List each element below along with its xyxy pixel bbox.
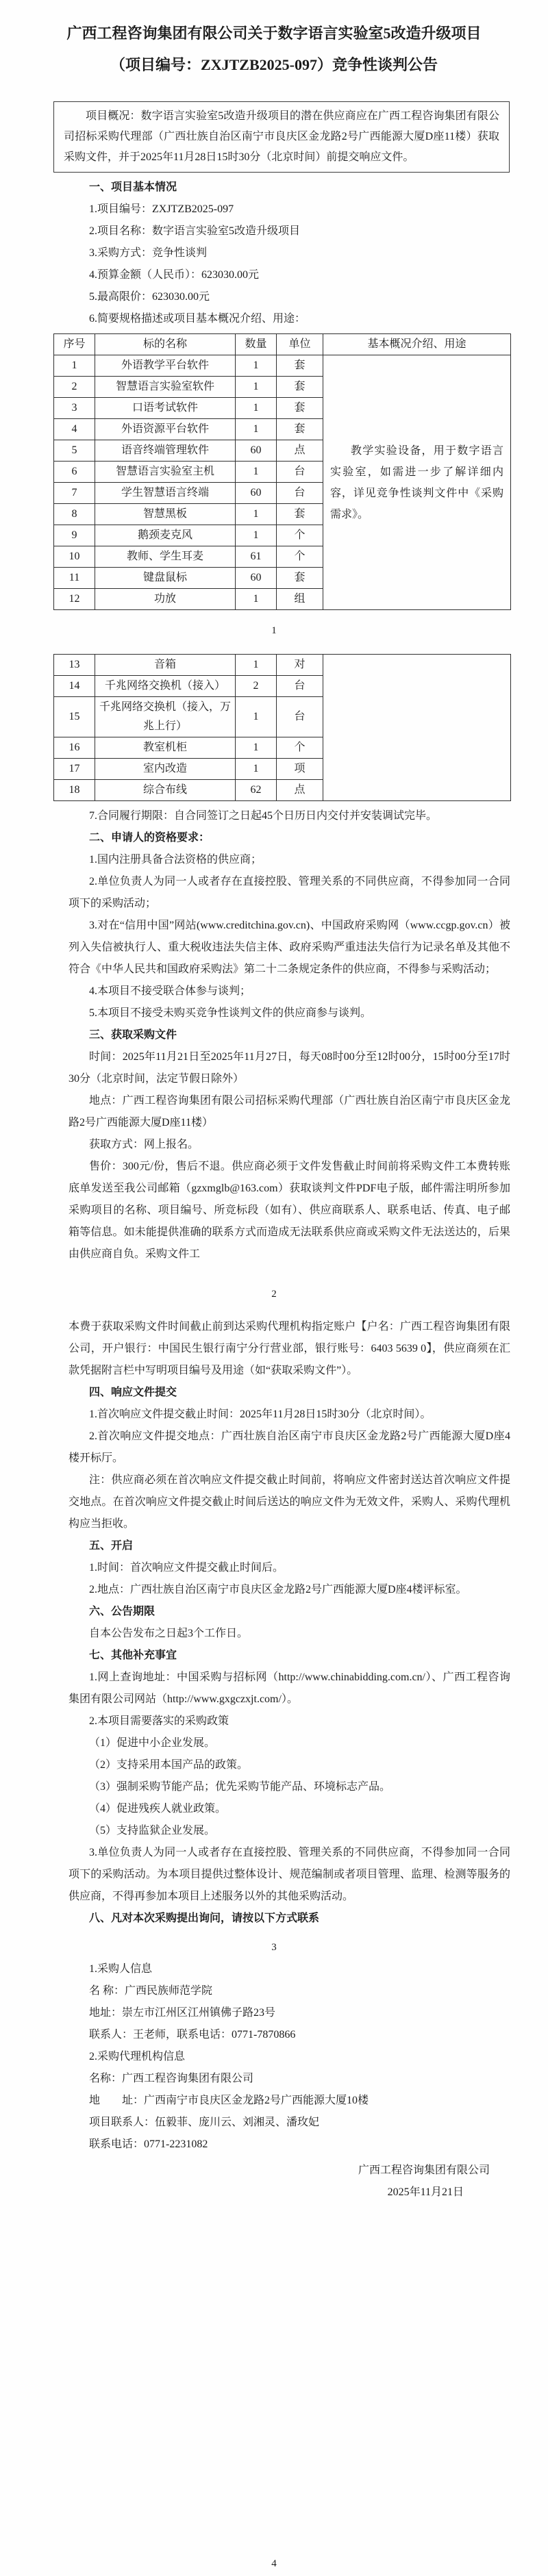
cell-qty: 1 (236, 355, 277, 377)
buyer-info-heading: 1.采购人信息 (89, 1963, 153, 1975)
s1-item-4: 4.预算金额（人民币）：623030.00元 (89, 269, 260, 281)
cell-qty: 2 (236, 676, 277, 697)
cell-name: 键盘鼠标 (95, 568, 236, 589)
buyer-contact: 联系人：王老师，联系电话：0771-7870866 (89, 2029, 296, 2041)
cell-qty: 1 (236, 377, 277, 398)
s1-item-7: 7.合同履行期限：自合同签订之日起45个日历日内交付并安装调试完毕。 (89, 810, 438, 822)
cell-unit: 套 (277, 419, 323, 440)
cell-unit: 台 (277, 462, 323, 483)
cell-qty: 61 (236, 546, 277, 568)
cell-name: 千兆网络交换机（接入） (95, 676, 236, 697)
items-table-part2 (53, 654, 511, 801)
page-number-3: 3 (271, 1942, 277, 1953)
cell-name: 鹅颈麦克风 (95, 525, 236, 546)
cell-no: 18 (54, 780, 95, 801)
s2-item-4: 4.本项目不接受联合体参与谈判； (89, 985, 251, 997)
cell-qty: 1 (236, 759, 277, 780)
cell-no: 4 (54, 419, 95, 440)
cell-no: 14 (54, 676, 95, 697)
page-number-4: 4 (271, 2558, 277, 2569)
cell-no: 12 (54, 589, 95, 610)
buyer-name: 名 称：广西民族师范学院 (89, 1985, 213, 1997)
cell-unit: 个 (277, 525, 323, 546)
doc-title-line1: 广西工程咨询集团有限公司关于数字语言实验室5改造升级项目 (66, 25, 482, 42)
section-7-heading: 七、其他补充事宜 (89, 1650, 177, 1661)
section-6-heading: 六、公告期限 (89, 1606, 155, 1617)
section-3-heading: 三、获取采购文件 (89, 1029, 177, 1041)
cell-unit: 对 (277, 655, 323, 676)
cell-qty: 60 (236, 568, 277, 589)
cell-name: 功放 (95, 589, 236, 610)
s7-policy-4: （4）促进残疾人就业政策。 (89, 1803, 227, 1815)
s5-item-1: 1.时间：首次响应文件提交截止时间后。 (89, 1562, 284, 1574)
cell-unit: 套 (277, 355, 323, 377)
col-header-desc: 基本概况介绍、用途 (323, 334, 511, 355)
cell-no: 6 (54, 462, 95, 483)
cell-qty: 62 (236, 780, 277, 801)
table-row (54, 655, 511, 676)
s4-item-1: 1.首次响应文件提交截止时间：2025年11月28日15时30分（北京时间）。 (89, 1409, 432, 1420)
s3-price-part1: 售价：300元/份，售后不退。供应商必须于文件发售截止时间前将采购文件工本费转账底单发送至我公司邮箱（gzxmglb@163.com）获取谈判文件PDF电子版，邮件需注明所参加采购项目的名称、项目编号、所竞标段（如有）、供应商联系人、联系电话、传真、电子邮箱等信息。如未能提供准确的联系方式而造成无法联系供应商或采购文件无法送达的，后果由供应商自负。采购文件工 (68, 1161, 510, 1260)
page-number-2: 2 (271, 1289, 277, 1300)
cell-unit: 点 (277, 780, 323, 801)
cell-name: 教师、学生耳麦 (95, 546, 236, 568)
s4-item-2: 2.首次响应文件提交地点：广西壮族自治区南宁市良庆区金龙路2号广西能源大厦D座4楼开标厅。 (68, 1430, 510, 1464)
project-overview-text: 项目概况：数字语言实验室5改造升级项目的潜在供应商应在广西工程咨询集团有限公司招标采购代理部（广西壮族自治区南宁市良庆区金龙路2号广西能源大厦D座11楼）获取采购文件，并于2025年11月28日15时30分（北京时间）前提交响应文件。 (64, 110, 499, 163)
cell-qty: 1 (236, 589, 277, 610)
s1-item-2: 2.项目名称：数字语言实验室5改造升级项目 (89, 225, 301, 237)
agent-info-heading: 2.采购代理机构信息 (89, 2051, 186, 2062)
agent-address: 地 址：广西南宁市良庆区金龙路2号广西能源大厦10楼 (89, 2095, 369, 2106)
s2-item-1: 1.国内注册具备合法资格的供应商； (89, 854, 262, 866)
agent-name: 名称：广西工程咨询集团有限公司 (89, 2073, 254, 2084)
s1-item-5: 5.最高限价：623030.00元 (89, 291, 210, 303)
s1-item-1: 1.项目编号：ZXJTZB2025-097 (89, 203, 234, 215)
agent-contact: 项目联系人：伍毅菲、庞川云、刘湘灵、潘玫妃 (89, 2117, 320, 2128)
merged-desc-cell-empty (323, 655, 511, 801)
section-4-heading: 四、响应文件提交 (89, 1387, 177, 1398)
s2-item-5: 5.本项目不接受未购买竞争性谈判文件的供应商参与谈判。 (89, 1007, 372, 1019)
s3-time: 时间：2025年11月21日至2025年11月27日，每天08时00分至12时00分，15时00分至17时30分（北京时间，法定节假日除外） (68, 1051, 510, 1085)
signature-company: 广西工程咨询集团有限公司 (358, 2164, 490, 2176)
cell-unit: 项 (277, 759, 323, 780)
cell-qty: 1 (236, 697, 277, 737)
buyer-address: 地址：崇左市江州区江州镇佛子路23号 (89, 2007, 276, 2019)
s1-item-6: 6.简要规格描述或项目基本概况介绍、用途： (89, 313, 306, 325)
cell-unit: 台 (277, 483, 323, 504)
cell-unit: 个 (277, 546, 323, 568)
s2-item-3: 3.对在“信用中国”网站(www.creditchina.gov.cn)、中国政府采购网（www.ccgp.gov.cn）被列入失信被执行人、重大税收违法失信主体、政府采购严重违法失信行为记录名单及其他不符合《中华人民共和国政府采购法》第二十二条规定条件的供应商，不得参与采购活动； (68, 920, 510, 975)
s7-policy-2: （2）支持采用本国产品的政策。 (89, 1759, 249, 1771)
s3-method: 获取方式：网上报名。 (89, 1139, 199, 1150)
cell-no: 16 (54, 737, 95, 759)
page-number-1: 1 (271, 625, 277, 636)
items-table-part1 (53, 333, 511, 610)
cell-qty: 1 (236, 655, 277, 676)
cell-qty: 1 (236, 504, 277, 525)
cell-no: 11 (54, 568, 95, 589)
cell-name: 综合布线 (95, 780, 236, 801)
cell-name: 室内改造 (95, 759, 236, 780)
desc-note: 教学实验设备，用于数字语言实验室，如需进一步了解详细内容，详见竞争性谈判文件中《采购需求》。 (330, 444, 503, 520)
cell-qty: 60 (236, 483, 277, 504)
table-header-row (54, 334, 511, 355)
s5-item-2: 2.地点：广西壮族自治区南宁市良庆区金龙路2号广西能源大厦D座4楼评标室。 (89, 1584, 467, 1595)
cell-unit: 套 (277, 504, 323, 525)
doc-title (51, 18, 497, 81)
cell-unit: 台 (277, 676, 323, 697)
cell-name: 智慧黑板 (95, 504, 236, 525)
cell-no: 9 (54, 525, 95, 546)
s7-item-1: 1.网上查询地址：中国采购与招标网（http://www.chinabidding.com.cn/）、广西工程咨询集团有限公司网站（http://www.gxgczxjt.com/）。 (68, 1671, 510, 1705)
agent-phone: 联系电话：0771-2231082 (89, 2138, 208, 2150)
cell-name: 音箱 (95, 655, 236, 676)
section-1-heading: 一、项目基本情况 (89, 181, 177, 193)
cell-no: 10 (54, 546, 95, 568)
cell-no: 13 (54, 655, 95, 676)
s3-price-part2: 本费于获取采购文件时间截止前到达采购代理机构指定账户【户名：广西工程咨询集团有限公司，开户银行：中国民生银行南宁分行营业部，银行账号：6403 5639 0】，供应商须在汇款凭据附言栏中写明项目编号及用途（如“获取采购文件”）。 (68, 1321, 510, 1376)
cell-qty: 60 (236, 440, 277, 462)
cell-no: 5 (54, 440, 95, 462)
cell-no: 7 (54, 483, 95, 504)
cell-qty: 1 (236, 398, 277, 419)
project-overview-box (53, 101, 510, 173)
s1-item-3: 3.采购方式：竞争性谈判 (89, 247, 208, 259)
s7-item-3: 3.单位负责人为同一人或者存在直接控股、管理关系的不同供应商，不得参加同一合同项下的采购活动。为本项目提供过整体设计、规范编制或者项目管理、监理、检测等服务的供应商，不得再参加本项目上述服务以外的其他采购活动。 (68, 1847, 510, 1902)
cell-name: 外语资源平台软件 (95, 419, 236, 440)
col-header-unit: 单位 (277, 334, 323, 355)
cell-no: 8 (54, 504, 95, 525)
cell-unit: 点 (277, 440, 323, 462)
cell-qty: 1 (236, 419, 277, 440)
s7-item-2: 2.本项目需要落实的采购政策 (89, 1715, 229, 1727)
section-5-heading: 五、开启 (89, 1540, 134, 1552)
cell-name: 口语考试软件 (95, 398, 236, 419)
cell-unit: 套 (277, 398, 323, 419)
cell-no: 1 (54, 355, 95, 377)
col-header-name: 标的名称 (95, 334, 236, 355)
cell-no: 2 (54, 377, 95, 398)
cell-unit: 台 (277, 697, 323, 737)
section-2-heading: 二、申请人的资格要求： (89, 832, 210, 844)
cell-name: 外语教学平台软件 (95, 355, 236, 377)
cell-no: 3 (54, 398, 95, 419)
cell-unit: 套 (277, 568, 323, 589)
s7-policy-3: （3）强制采购节能产品；优先采购节能产品、环境标志产品。 (89, 1781, 391, 1793)
cell-qty: 1 (236, 525, 277, 546)
col-header-no: 序号 (54, 334, 95, 355)
cell-name: 语音终端管理软件 (95, 440, 236, 462)
s7-policy-1: （1）促进中小企业发展。 (89, 1737, 216, 1749)
section-8-heading: 八、凡对本次采购提出询问，请按以下方式联系 (89, 1912, 320, 1924)
merged-desc-cell (323, 355, 511, 610)
cell-name: 学生智慧语言终端 (95, 483, 236, 504)
cell-no: 17 (54, 759, 95, 780)
s7-policy-5: （5）支持监狱企业发展。 (89, 1825, 216, 1836)
cell-name: 智慧语言实验室主机 (95, 462, 236, 483)
cell-name: 教室机柜 (95, 737, 236, 759)
cell-name: 智慧语言实验室软件 (95, 377, 236, 398)
cell-name: 千兆网络交换机（接入，万兆上行） (95, 697, 236, 737)
s6-text: 自本公告发布之日起3个工作日。 (89, 1628, 249, 1639)
blank-space (38, 2204, 510, 2553)
s2-item-2: 2.单位负责人为同一人或者存在直接控股、管理关系的不同供应商，不得参加同一合同项下的采购活动； (68, 876, 510, 909)
cell-qty: 1 (236, 737, 277, 759)
cell-qty: 1 (236, 462, 277, 483)
cell-unit: 组 (277, 589, 323, 610)
table-row (54, 355, 511, 377)
s3-place: 地点：广西工程咨询集团有限公司招标采购代理部（广西壮族自治区南宁市良庆区金龙路2号广西能源大厦D座11楼） (68, 1095, 510, 1128)
col-header-qty: 数量 (236, 334, 277, 355)
s4-note: 注：供应商必须在首次响应文件提交截止时间前，将响应文件密封送达首次响应文件提交地点。在首次响应文件提交截止时间后送达的响应文件为无效文件，采购人、采购代理机构应当拒收。 (68, 1474, 510, 1530)
cell-unit: 个 (277, 737, 323, 759)
cell-unit: 套 (277, 377, 323, 398)
doc-title-line2: （项目编号：ZXJTZB2025-097）竞争性谈判公告 (110, 56, 438, 73)
cell-no: 15 (54, 697, 95, 737)
signature-date: 2025年11月21日 (387, 2186, 464, 2198)
